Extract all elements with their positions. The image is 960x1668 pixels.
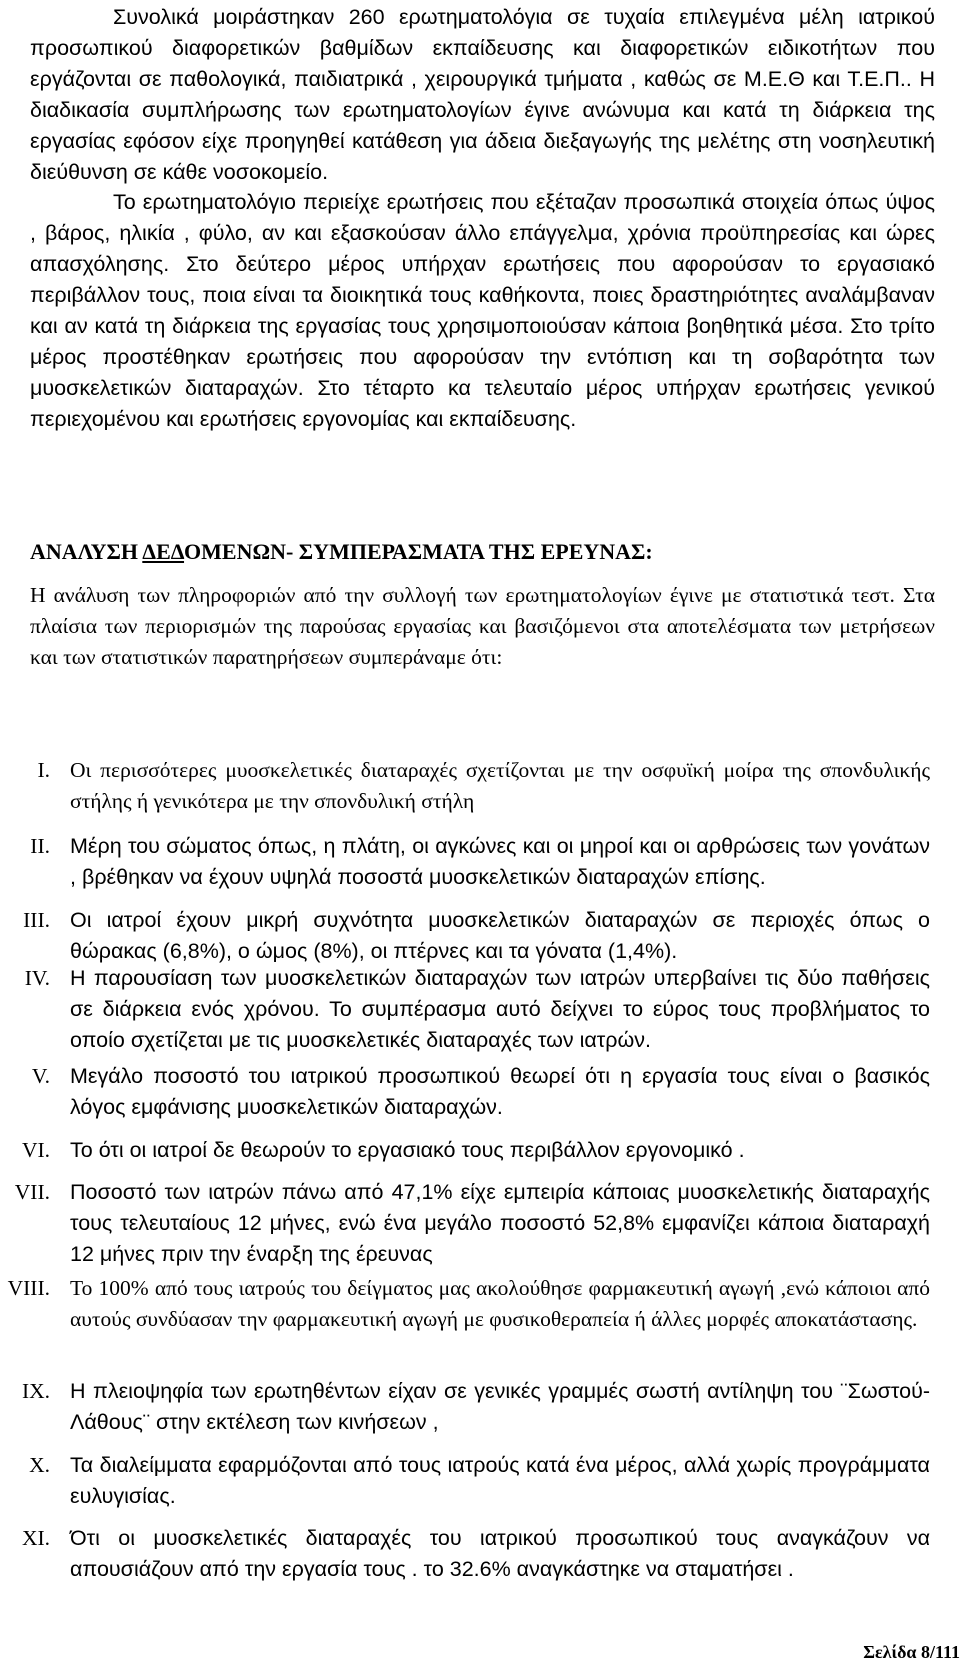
list-item-text: Το ότι οι ιατροί δε θεωρούν το εργασιακό τους περιβάλλον εργονομικό . [70,1138,745,1162]
list-item-number: VI. [21,1138,50,1162]
list-item-text: Το 100% από τους ιατρούς του δείγματος μας ακολούθησε φαρμακευτική αγωγή ,ενώ κάποιοι από αυτούς συνδύασαν την φαρμακευτική αγωγή με φυσικοθεραπεία ή άλλες μορφές αποκατάστασης. [70,1276,930,1331]
list-item-number: VIII. [7,1276,50,1300]
list-item-number: IX. [21,1379,50,1403]
intro-paragraph: Συνολικά μοιράστηκαν 260 ερωτηματολόγια σε τυχαία επιλεγμένα μέλη ιατρικού προσωπικού διαφορετικών βαθμίδων εκπαίδευσης και διαφορετικών ειδικοτήτων που εργάζονται σε παθολογικά, παιδιατρικά , χειρουργικά τμήματα , καθώς σε Μ.Ε.Θ και Τ.Ε.Π.. Η διαδικασία συμπλήρωσης των ερωτηματολογίων έγινε ανώνυμα και κατά τη διάρκεια της εργασίας εφόσον είχε προηγηθεί κατάθεση για άδεια διεξαγωγής της μελέτης στη νοσηλευτική διεύθυνση σε κάθε νοσοκομείο. [30,5,935,184]
list-item-text: Μέρη του σώματος όπως, η πλάτη, οι αγκώνες και οι μηροί και οι αρθρώσεις των γονάτων , βρέθηκαν να έχουν υψηλά ποσοστά μυοσκελετικών διαταραχών επίσης. [70,834,930,889]
analysis-paragraph: Η ανάλυση των πληροφοριών από την συλλογή των ερωτηματολογίων έγινε με στατιστικά τεστ. Στα πλαίσια των περιορισμών της παρούσας εργασίας και βασιζόμενοι στα αποτελέσματα των μετρήσεων και των στατιστικών παρατηρήσεων συμπεράναμε ότι: [30,583,935,669]
list-item-text: Η παρουσίαση των μυοσκελετικών διαταραχών των ιατρών υπερβαίνει τις δύο παθήσεις σε διάρκεια ενός χρόνου. Το συμπέρασμα αυτό δείχνει το εύρος τους προβλήματος το οποίο σχετίζεται με τις μυοσκελετικές διαταραχές των ιατρών. [70,966,930,1052]
page-number: Σελίδα 8/111 [863,1642,960,1662]
section-heading-part1: ΑΝΑΛΥΣΗ [30,539,143,564]
list-item-number: VII. [14,1180,50,1204]
list-item-text: Ποσοστό των ιατρών πάνω από 47,1% είχε εμπειρία κάποιας μυοσκελετικής διαταραχής τους τελευταίους 12 μήνες, ενώ ένα μεγάλο ποσοστό 52,8% εμφανίζει κάποια διαταραχή 12 μήνες πριν την έναρξη της έρευνας [70,1180,930,1266]
list-item-text: Οι ιατροί έχουν μικρή συχνότητα μυοσκελετικών διαταραχών σε περιοχές όπως ο θώρακας (6,8%), ο ώμος (8%), οι πτέρνες και τα γόνατα (1,4%). [70,908,930,963]
list-item-number: X. [29,1453,50,1477]
list-item-number: II. [30,834,50,858]
list-item-text: Ότι οι μυοσκελετικές διαταραχές του ιατρικού προσωπικού τους αναγκάζουν να απουσιάζουν από την εργασία τους . το 32.6% αναγκάστηκε να σταματήσει . [70,1526,930,1581]
section-heading-part2: ΔΕΔ [142,539,185,564]
list-item-number: XI. [21,1526,50,1550]
list-item-text: Τα διαλείμματα εφαρμόζονται από τους ιατρούς κατά ένα μέρος, αλλά χωρίς προγράμματα ευλυγισίας. [70,1453,930,1508]
list-item-number: III. [23,908,50,932]
list-item-text: Οι περισσότερες μυοσκελετικές διαταραχές σχετίζονται με την οσφυϊκή μοίρα της σπονδυλικής στήλης ή γενικότερα με την σπονδυλική στήλη [70,758,930,813]
section-heading [30,537,653,567]
list-item-number: I. [37,758,50,782]
questionnaire-paragraph: Το ερωτηματολόγιο περιείχε ερωτήσεις που εξέταζαν προσωπικά στοιχεία όπως ύψος , βάρος, ηλικία , φύλο, αν και εξασκούσαν άλλο επάγγελμα, χρόνια προϋπηρεσίας και ώρες απασχόλησης. Στο δεύτερο μέρος υπήρχαν ερωτήσεις που αφορούσαν το εργασιακό περιβάλλον τους, ποια είναι τα διοικητικά τους καθήκοντα, ποιες δραστηριότητες αναλάμβαναν και αν κατά τη διάρκεια της εργασίας τους χρησιμοποιούσαν κάποια βοηθητικά μέσα. Στο τρίτο μέρος προστέθηκαν ερωτήσεις που αφορούσαν την εντόπιση και τη σοβαρότητα των μυοσκελετικών διαταραχών. Στο τέταρτο κα τελευταίο μέρος υπήρχαν ερωτήσεις γενικού περιεχομένου και ερωτήσεις εργονομίας και εκπαίδευσης. [30,190,935,431]
list-item-text: Η πλειοψηφία των ερωτηθέντων είχαν σε γενικές γραμμές σωστή αντίληψη του ¨Σωστού-Λάθους¨ στην εκτέλεση των κινήσεων , [70,1379,930,1434]
section-heading-part3: ΟΜΕΝΩΝ- ΣΥΜΠΕΡΑΣΜΑΤΑ ΤΗΣ ΕΡΕΥΝΑΣ: [184,539,653,564]
list-item-text: Μεγάλο ποσοστό του ιατρικού προσωπικού θεωρεί ότι η εργασία τους είναι ο βασικός λόγος εμφάνισης μυοσκελετικών διαταραχών. [70,1064,930,1119]
list-item-number: IV. [24,966,50,990]
list-item-number: V. [31,1064,50,1088]
